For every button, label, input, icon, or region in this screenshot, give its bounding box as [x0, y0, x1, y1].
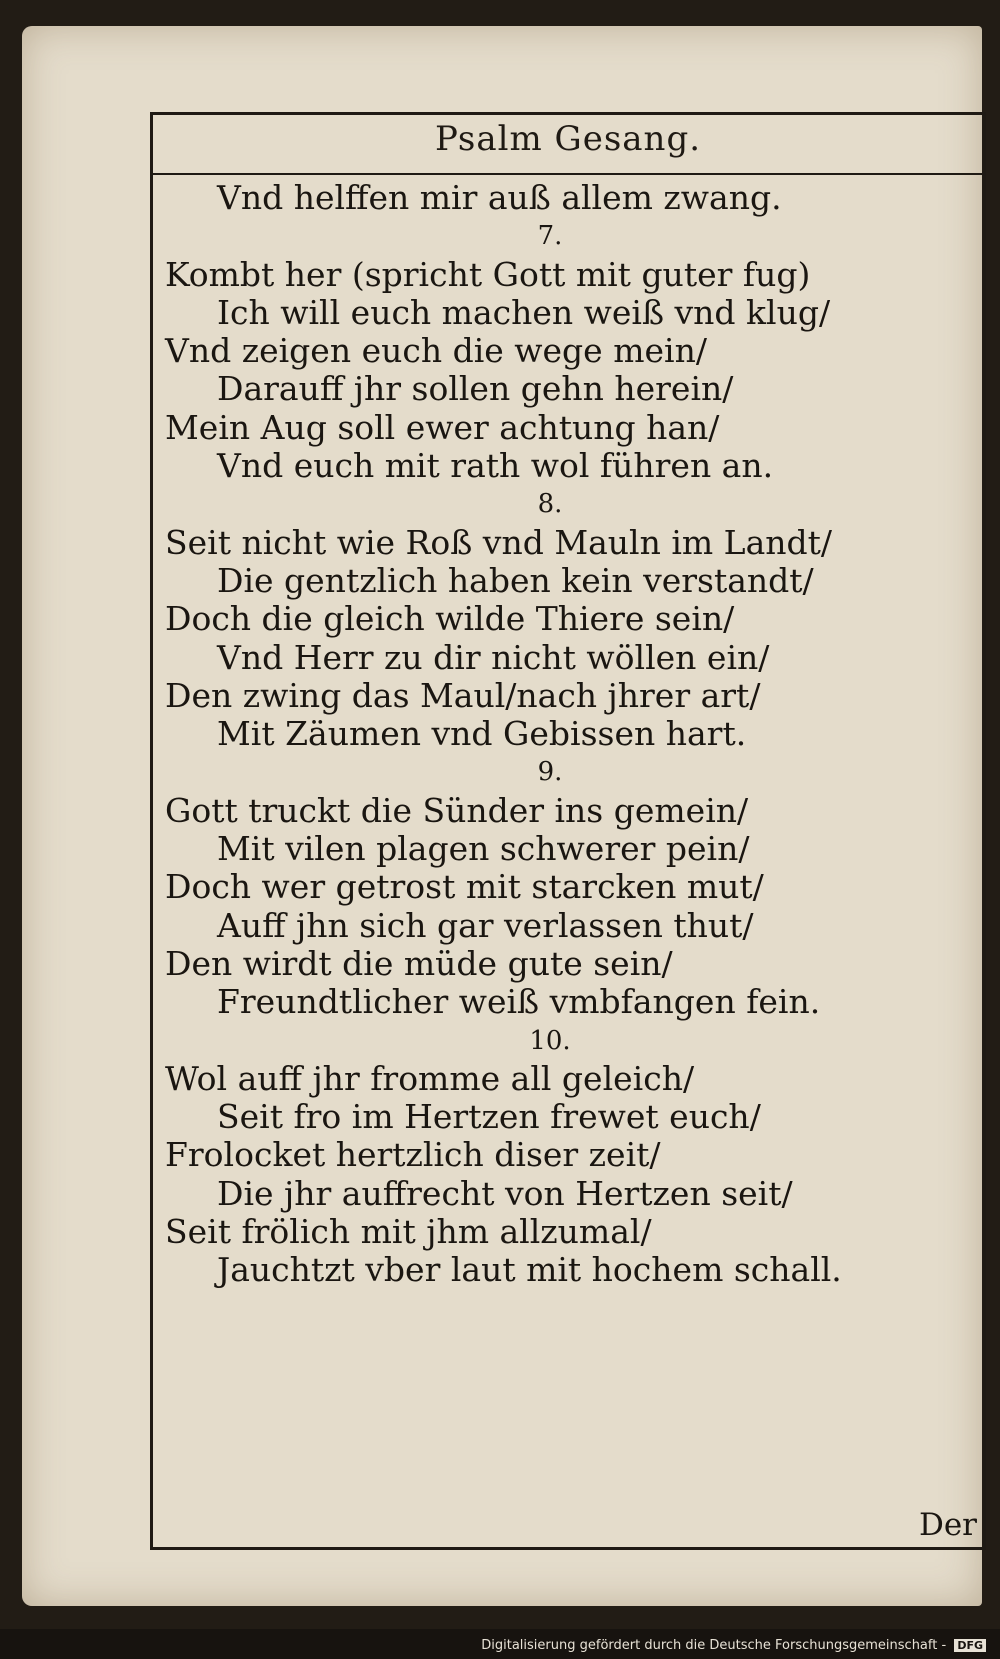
verse-line: Freundtlicher weiß vmbfangen fein.	[217, 982, 821, 1022]
verse-line: Die gentzlich haben kein verstandt/	[217, 560, 814, 600]
stanza-number: 10.	[529, 1025, 571, 1056]
verse-line: Mit Zäumen vnd Gebissen hart.	[217, 714, 747, 754]
digitization-credit	[481, 1638, 986, 1653]
verse-line: Mein Aug soll ewer achtung han/	[165, 407, 720, 447]
running-head: Psalm Gesang.	[434, 119, 702, 159]
verse-line: Den zwing das Maul/nach jhrer art/	[165, 675, 761, 715]
verse-line: Mit vilen plagen schwerer pein/	[217, 829, 750, 869]
header-rule	[153, 173, 983, 175]
footer-strip	[0, 1629, 1000, 1659]
verse-line: Seit frölich mit jhm allzumal/	[165, 1212, 652, 1252]
verse-block	[165, 179, 975, 1290]
verse-line: Den wirdt die müde gute sein/	[165, 943, 673, 983]
stanza-number: 8.	[537, 489, 563, 520]
stanza-number: 9.	[537, 757, 563, 788]
verse-line: Darauff jhr sollen gehn herein/	[217, 369, 734, 409]
verse-line: Gott truckt die Sünder ins gemein/	[165, 790, 749, 830]
dfg-logo: DFG	[954, 1639, 986, 1652]
verse-line: Frolocket hertzlich diser zeit/	[165, 1135, 661, 1175]
verse-line: Seit nicht wie Roß vnd Mauln im Landt/	[165, 522, 833, 562]
verse-line: Seit fro im Hertzen frewet euch/	[217, 1097, 761, 1137]
verse-line: Die jhr auffrecht von Hertzen seit/	[217, 1173, 793, 1213]
verse-line: Vnd helffen mir auß allem zwang.	[217, 178, 782, 217]
text-frame	[150, 112, 986, 1550]
stanza-number: 7.	[537, 221, 563, 252]
book-page	[22, 26, 982, 1606]
verse-line: Doch wer getrost mit starcken mut/	[165, 867, 764, 907]
verse-line: Kombt her (spricht Gott mit guter fug)	[165, 254, 811, 294]
verse-line: Doch die gleich wilde Thiere sein/	[165, 599, 735, 639]
verse-line: Vnd Herr zu dir nicht wöllen ein/	[217, 637, 770, 677]
verse-line: Auff jhn sich gar verlassen thut/	[217, 905, 754, 945]
verse-line: Vnd zeigen euch die wege mein/	[165, 331, 707, 371]
verse-line: Jauchtzt vber laut mit hochem schall.	[217, 1250, 842, 1290]
verse-line: Vnd euch mit rath wol führen an.	[217, 446, 774, 486]
catchword: Der	[918, 1507, 977, 1543]
verse-line: Wol auff jhr fromme all geleich/	[165, 1058, 695, 1098]
verse-line: Ich will euch machen weiß vnd klug/	[217, 292, 831, 332]
credit-text: Digitalisierung gefördert durch die Deutsche Forschungsgemeinschaft -	[481, 1638, 947, 1653]
